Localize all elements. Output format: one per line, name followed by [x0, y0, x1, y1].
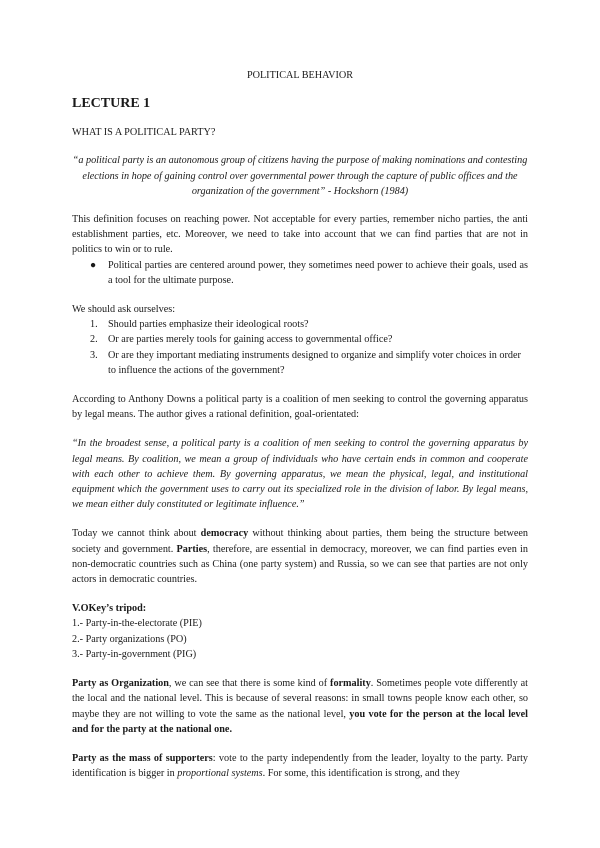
list-item — [90, 348, 528, 378]
bold-conclusion: you vote for the person at the local level and for the party at the national one. — [72, 708, 528, 735]
tripod-item: 2.- Party organizations (PO) — [72, 633, 187, 645]
ask-intro: We should ask ourselves: — [72, 304, 176, 316]
list-item — [90, 317, 528, 332]
tripod-item: 1.- Party-in-the-electorate (PIE) — [72, 618, 202, 630]
list-number: 3. — [90, 349, 98, 361]
list-number: 2. — [90, 334, 98, 346]
italic-term-proportional: proportional systems — [177, 768, 263, 780]
text-run: without thinking about parties, them being the structure between society and government. — [72, 528, 528, 555]
tripod-heading: V.OKey’s tripod: — [72, 603, 147, 615]
list-number: 1. — [90, 319, 98, 331]
lecture-heading: LECTURE 1 — [72, 96, 151, 112]
text-run: , we can see that there is some kind of — [168, 678, 331, 690]
downs-quote: “In the broadest sense, a political party is a coalition of men seeking to control the governing apparatus by legal means. By coalition, we mean a group of individuals who have certain ends in common and cooperate with each other to achieve them. By governing apparatus, we mean the physical, legal, and institutional equipment which the government uses to carry out its specialized role in the division of labor. By legal means, we mean either duly constituted or legitimate influence.” — [72, 438, 528, 511]
supporters-paragraph — [72, 751, 528, 781]
bold-term-supporters: Party as the mass of supporters — [72, 752, 213, 764]
bold-term-organization: Party as Organization — [72, 678, 169, 690]
hockshorn-quote: “a political party is an autonomous group of citizens having the purpose of making nominations and contesting elections in hope of gaining control over governmental power through the capture of public offices and the organization of the government” - Hockshorn (1984) — [72, 155, 528, 197]
text-run: Today we cannot think about — [72, 528, 201, 540]
question-text: Or are they important mediating instruments designed to organize and simplify voter choices in order to influence the actions of the government? — [108, 349, 521, 376]
definition-paragraph: This definition focuses on reaching power. Not acceptable for every parties, remember nicho parties, the anti establishment parties, etc. Moreover, we need to take into account that we can find parties that are not in politics to win or to rule. — [72, 214, 528, 256]
tripod-list — [72, 616, 528, 662]
bold-term-formality: formality — [330, 678, 371, 690]
list-item — [90, 258, 528, 288]
text-run: , therefore, are essential in democracy, moreover, we can find parties even in non-democratic countries such as China (one party system) and Russia, so we can see that parties are not only actors in democratic countries. — [72, 543, 528, 586]
organization-paragraph — [72, 676, 528, 737]
bullet-list — [72, 258, 528, 288]
text-run: . For some, this identification is strong, and they — [262, 768, 460, 780]
tripod-item: 3.- Party-in-government (PIG) — [72, 648, 197, 660]
section-heading: WHAT IS A POLITICAL PARTY? — [72, 127, 216, 139]
democracy-paragraph — [72, 526, 528, 587]
downs-paragraph: According to Anthony Downs a political party is a coalition of men seeking to control the governing apparatus by legal means. The author gives a rational definition, goal-orientated: — [72, 394, 528, 421]
question-text: Should parties emphasize their ideological roots? — [108, 319, 309, 331]
bold-term-parties: Parties — [176, 543, 208, 555]
list-item — [90, 332, 528, 347]
document-title: POLITICAL BEHAVIOR — [246, 70, 354, 81]
bold-term-democracy: democracy — [200, 528, 249, 540]
text-run: . Sometimes people vote differently at the local and the national level. This is because of several reasons: in small towns people know each other, so maybe they are not willing to vote the same as the national level, — [72, 678, 528, 720]
page-content — [72, 68, 528, 795]
question-text: Or are parties merely tools for gaining access to governmental office? — [108, 334, 393, 346]
bullet-icon: ● — [90, 259, 97, 271]
text-run: : vote to the party independently from the leader, loyalty to the party. Party identification is bigger in — [72, 752, 529, 780]
questions-list — [72, 317, 528, 378]
bullet-text: Political parties are centered around power, they sometimes need power to achieve their goals, used as a tool for the ultimate purpose. — [108, 259, 528, 286]
